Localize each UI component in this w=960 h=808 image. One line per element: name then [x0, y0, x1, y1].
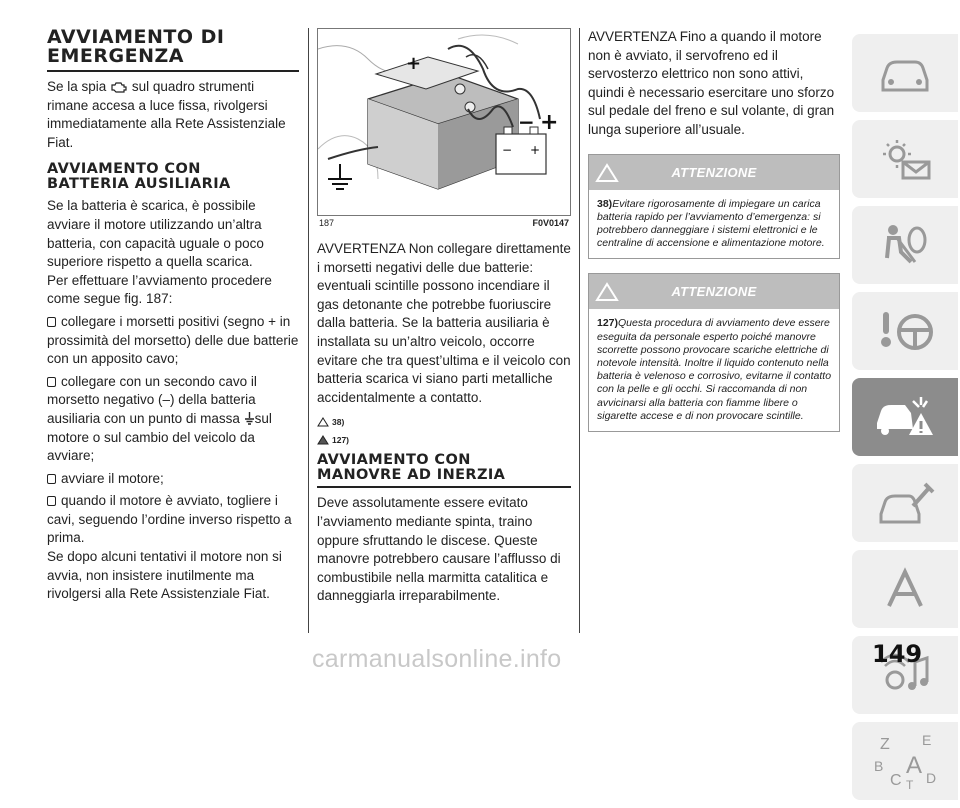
watermark: carmanualsonline.info [312, 645, 562, 673]
warning-text: 38)Evitare rigorosamente di impiegare un carica batteria rapido per l’avviamento d’emergenza: si potrebbero danneggiare i sistemi elettronici e le centraline di accensione e alimentazione motore. [597, 197, 825, 250]
checkbox-bullet-icon [47, 496, 56, 506]
figure-caption: 187 F0V0147 [319, 218, 569, 228]
step-item: avviare il motore; [47, 470, 299, 489]
svg-text:D: D [926, 770, 937, 786]
checkbox-bullet-icon [47, 474, 56, 484]
svg-text:T: T [906, 778, 914, 791]
heading-emergency-start: AVVIAMENTO DI EMERGENZA [47, 28, 299, 72]
safety-icon [875, 222, 935, 268]
column-divider [579, 28, 580, 633]
checkbox-bullet-icon [47, 377, 56, 387]
chapter-sidebar [852, 34, 958, 808]
reference-127: 127) [317, 431, 571, 449]
svg-text:B: B [874, 758, 884, 774]
warning-text: 127)Questa procedura di avviamento deve essere eseguita da personale esperto poiché manovre scorrette possono provocare scariche elettriche di notevole intensità. Inoltre il liquido contenuto nella batteria è velenoso e corrosivo, evitarne il contatto con la pelle e gli occhi. Si raccomanda di non avvicinarsi alla batteria con fiamme libere o sigarette accese e di non provocare scintille. [597, 317, 832, 422]
emergency-icon [873, 393, 937, 441]
column-3 [588, 28, 840, 432]
checkbox-bullet-icon [47, 317, 56, 327]
warning-triangle-icon [595, 282, 619, 302]
tab-warning-lights[interactable] [852, 120, 958, 198]
tab-emergency[interactable] [852, 378, 958, 456]
step-item: collegare i morsetti positivi (segno + in prossimità del morsetto) delle due batterie con un apposito cavo; [47, 313, 299, 367]
warning-triangle-icon [317, 417, 329, 427]
heading-aux-battery: AVVIAMENTO CON BATTERIA AUSILIARIA [47, 161, 231, 192]
paragraph-retry: Se dopo alcuni tentativi il motore non si avvia, non insistere inutilmente ma rivolgersi alla Rete Assistenziale Fiat. [47, 549, 282, 602]
maintenance-icon [875, 480, 935, 526]
column-2 [317, 28, 571, 606]
engine-warning-icon [110, 80, 128, 93]
aux-battery-icon [496, 127, 546, 174]
paragraph-procedure: Per effettuare l’avviamento procedere come segue fig. 187: [47, 272, 272, 307]
ground-symbol-icon [328, 164, 352, 189]
svg-text:−: − [518, 110, 535, 134]
page-number: 149 [872, 640, 923, 668]
driving-icon [875, 308, 935, 354]
car-overview-icon [875, 50, 935, 96]
tab-driving[interactable] [852, 292, 958, 370]
tab-technical-data[interactable] [852, 550, 958, 628]
warning-box-38 [588, 154, 840, 260]
column-divider [308, 28, 309, 633]
tab-safety[interactable] [852, 206, 958, 284]
index-icon [870, 731, 940, 791]
svg-text:+: + [530, 143, 541, 157]
svg-text:Z: Z [880, 736, 890, 753]
danger-triangle-icon [317, 435, 329, 445]
heading-inertia-start: AVVIAMENTO CON MANOVRE AD INERZIA [317, 453, 571, 488]
svg-text:−: − [502, 143, 513, 157]
ground-icon [244, 412, 255, 425]
svg-text:+: + [540, 110, 559, 135]
column-1 [47, 28, 299, 604]
paragraph-inertia: Deve assolutamente essere evitato l’avviamento mediante spinta, traino oppure sfruttando le discese. Queste manovre potrebbero causare l’afflusso di combustibile nella marmitta catalitica e danneggiarla irreparabilmente. [317, 495, 561, 604]
paragraph-aux-intro: Se la batteria è scarica, è possibile avviare il motore utilizzando un’altra batteria, con capacità uguale o poco superiore rispetto a quella scarica. [47, 198, 264, 270]
battery-illustration [318, 29, 570, 215]
warning-title: ATTENZIONE [589, 274, 839, 309]
paragraph-caution-negative: AVVERTENZA Non collegare direttamente i morsetti negativi delle due batterie: eventuali scintille possono incendiare il gas detonante che potrebbe fuoriuscire dalla batteria. Se la batteria ausiliaria è installata su un’altro veicolo, occorre evitare che tra quest’ultima e il veicolo con batteria scarica vi siano parti metalliche accidentalmente a contatto. [317, 241, 571, 405]
warning-box-127 [588, 273, 840, 432]
warning-title: ATTENZIONE [589, 155, 839, 190]
warning-triangle-icon [595, 163, 619, 183]
paragraph-warning-light: Se la spia sul quadro strumenti rimane accesa a luce fissa, rivolgersi immediatamente alla Rete Assistenziale Fiat. [47, 79, 286, 150]
reference-38: 38) [317, 413, 571, 431]
tab-maintenance[interactable] [852, 464, 958, 542]
tab-car-overview[interactable] [852, 34, 958, 112]
step-item: quando il motore è avviato, togliere i cavi, seguendo l’ordine inverso rispetto a prima. [47, 493, 292, 546]
warning-lights-icon [875, 136, 935, 182]
technical-data-icon [875, 566, 935, 612]
paragraph-servo-caution: AVVERTENZA Fino a quando il motore non è avviato, il servofreno ed il servosterzo elettrico non sono attivi, quindi è necessario esercitare uno sforzo sul pedale del freno e sul volante, di gran lunga superiore all’usuale. [588, 29, 835, 137]
tab-index[interactable] [852, 722, 958, 800]
svg-text:E: E [922, 732, 932, 748]
svg-text:+: + [406, 53, 422, 74]
step-item: collegare con un secondo cavo il morsetto negativo (–) della batteria ausiliaria con un punto di massa sul motore o sul cambio del veicolo da avviare; [47, 373, 272, 464]
svg-text:C: C [890, 772, 902, 789]
svg-text:A: A [906, 752, 923, 779]
battery-jump-figure [317, 28, 571, 216]
